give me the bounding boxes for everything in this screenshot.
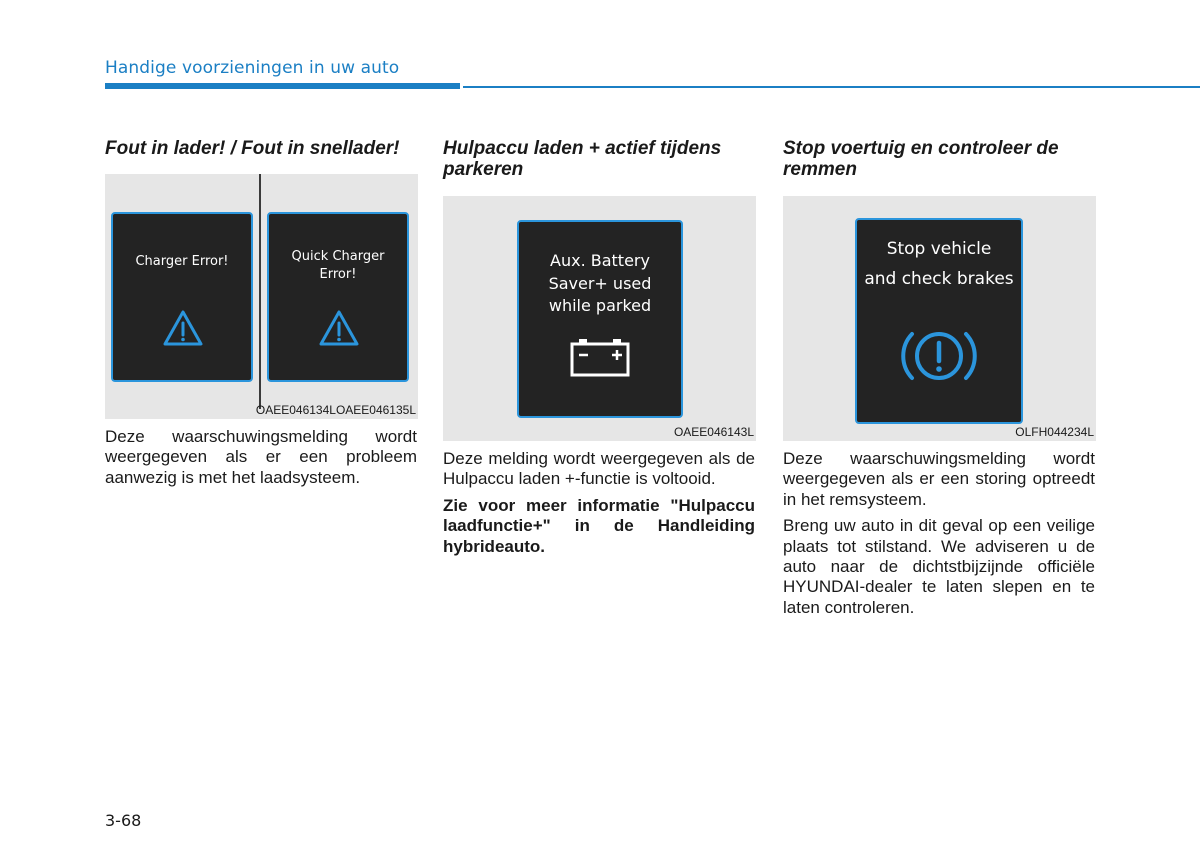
display-message-line: while parked xyxy=(548,296,652,315)
warning-triangle-icon xyxy=(161,308,205,348)
display-message-line: Saver+ used xyxy=(548,273,652,293)
figure-charger-error xyxy=(105,174,418,419)
display-message-line: Stop vehicle xyxy=(886,239,992,259)
display-aux-battery xyxy=(517,220,683,418)
battery-icon xyxy=(569,336,631,378)
display-message xyxy=(519,250,681,318)
figure-divider xyxy=(259,174,261,409)
display-message-line: and check brakes xyxy=(864,269,1014,289)
header-title: Handige voorzieningen in uw auto xyxy=(105,58,400,78)
header-bar xyxy=(105,83,460,89)
display-message-line: Quick Charger xyxy=(291,249,385,264)
body-paragraph-bold: Zie voor meer informatie "Hulpaccu laadfunctie+" in de Handleiding hybrideauto. xyxy=(443,495,755,556)
figure-caption: OAEE046143L xyxy=(673,425,754,439)
display-message xyxy=(269,248,407,284)
display-message-line: Error! xyxy=(319,267,357,282)
figure-stop-vehicle xyxy=(783,196,1096,441)
display-message: Charger Error! xyxy=(135,254,229,269)
page-number: 3-68 xyxy=(105,811,142,830)
header-rule xyxy=(463,86,1200,88)
body-paragraph: Breng uw auto in dit geval op een veilige plaats tot stilstand. We adviseren u de auto naar de dichtstbijzijnde officiële HYUNDAI-dealer te laten slepen en te laten controleren. xyxy=(783,516,1095,617)
display-quick-charger-error xyxy=(267,212,409,382)
display-message-line: Aux. Battery xyxy=(550,251,650,270)
section-heading: Hulpaccu laden + actief tijdens parkeren xyxy=(443,138,722,180)
display-charger-error xyxy=(111,212,253,382)
body-paragraph: Deze melding wordt weergegeven als de Hulpaccu laden +-functie is voltooid. xyxy=(443,449,755,489)
display-message xyxy=(857,234,1021,294)
body-paragraph: Deze waarschuwingsmelding wordt weergegeven als er een storing optreedt in het remsysteem. xyxy=(783,449,1095,509)
section-heading: Fout in lader! / Fout in snellader! xyxy=(105,138,400,159)
brake-warning-icon xyxy=(901,324,977,388)
section-heading: Stop voertuig en controleer de remmen xyxy=(783,138,1059,180)
warning-triangle-icon xyxy=(317,308,361,348)
figure-aux-battery xyxy=(443,196,756,441)
body-paragraph: Deze waarschuwingsmelding wordt weergegeven als er een probleem aanwezig is met het laadsysteem. xyxy=(105,427,417,487)
section-charger-error xyxy=(105,138,418,488)
section-stop-vehicle xyxy=(783,138,1096,618)
figure-caption: OLFH044234L xyxy=(1015,425,1094,439)
figure-caption: OAEE046134LOAEE046135L xyxy=(255,403,416,417)
section-aux-battery xyxy=(443,138,756,557)
display-stop-vehicle xyxy=(855,218,1023,424)
